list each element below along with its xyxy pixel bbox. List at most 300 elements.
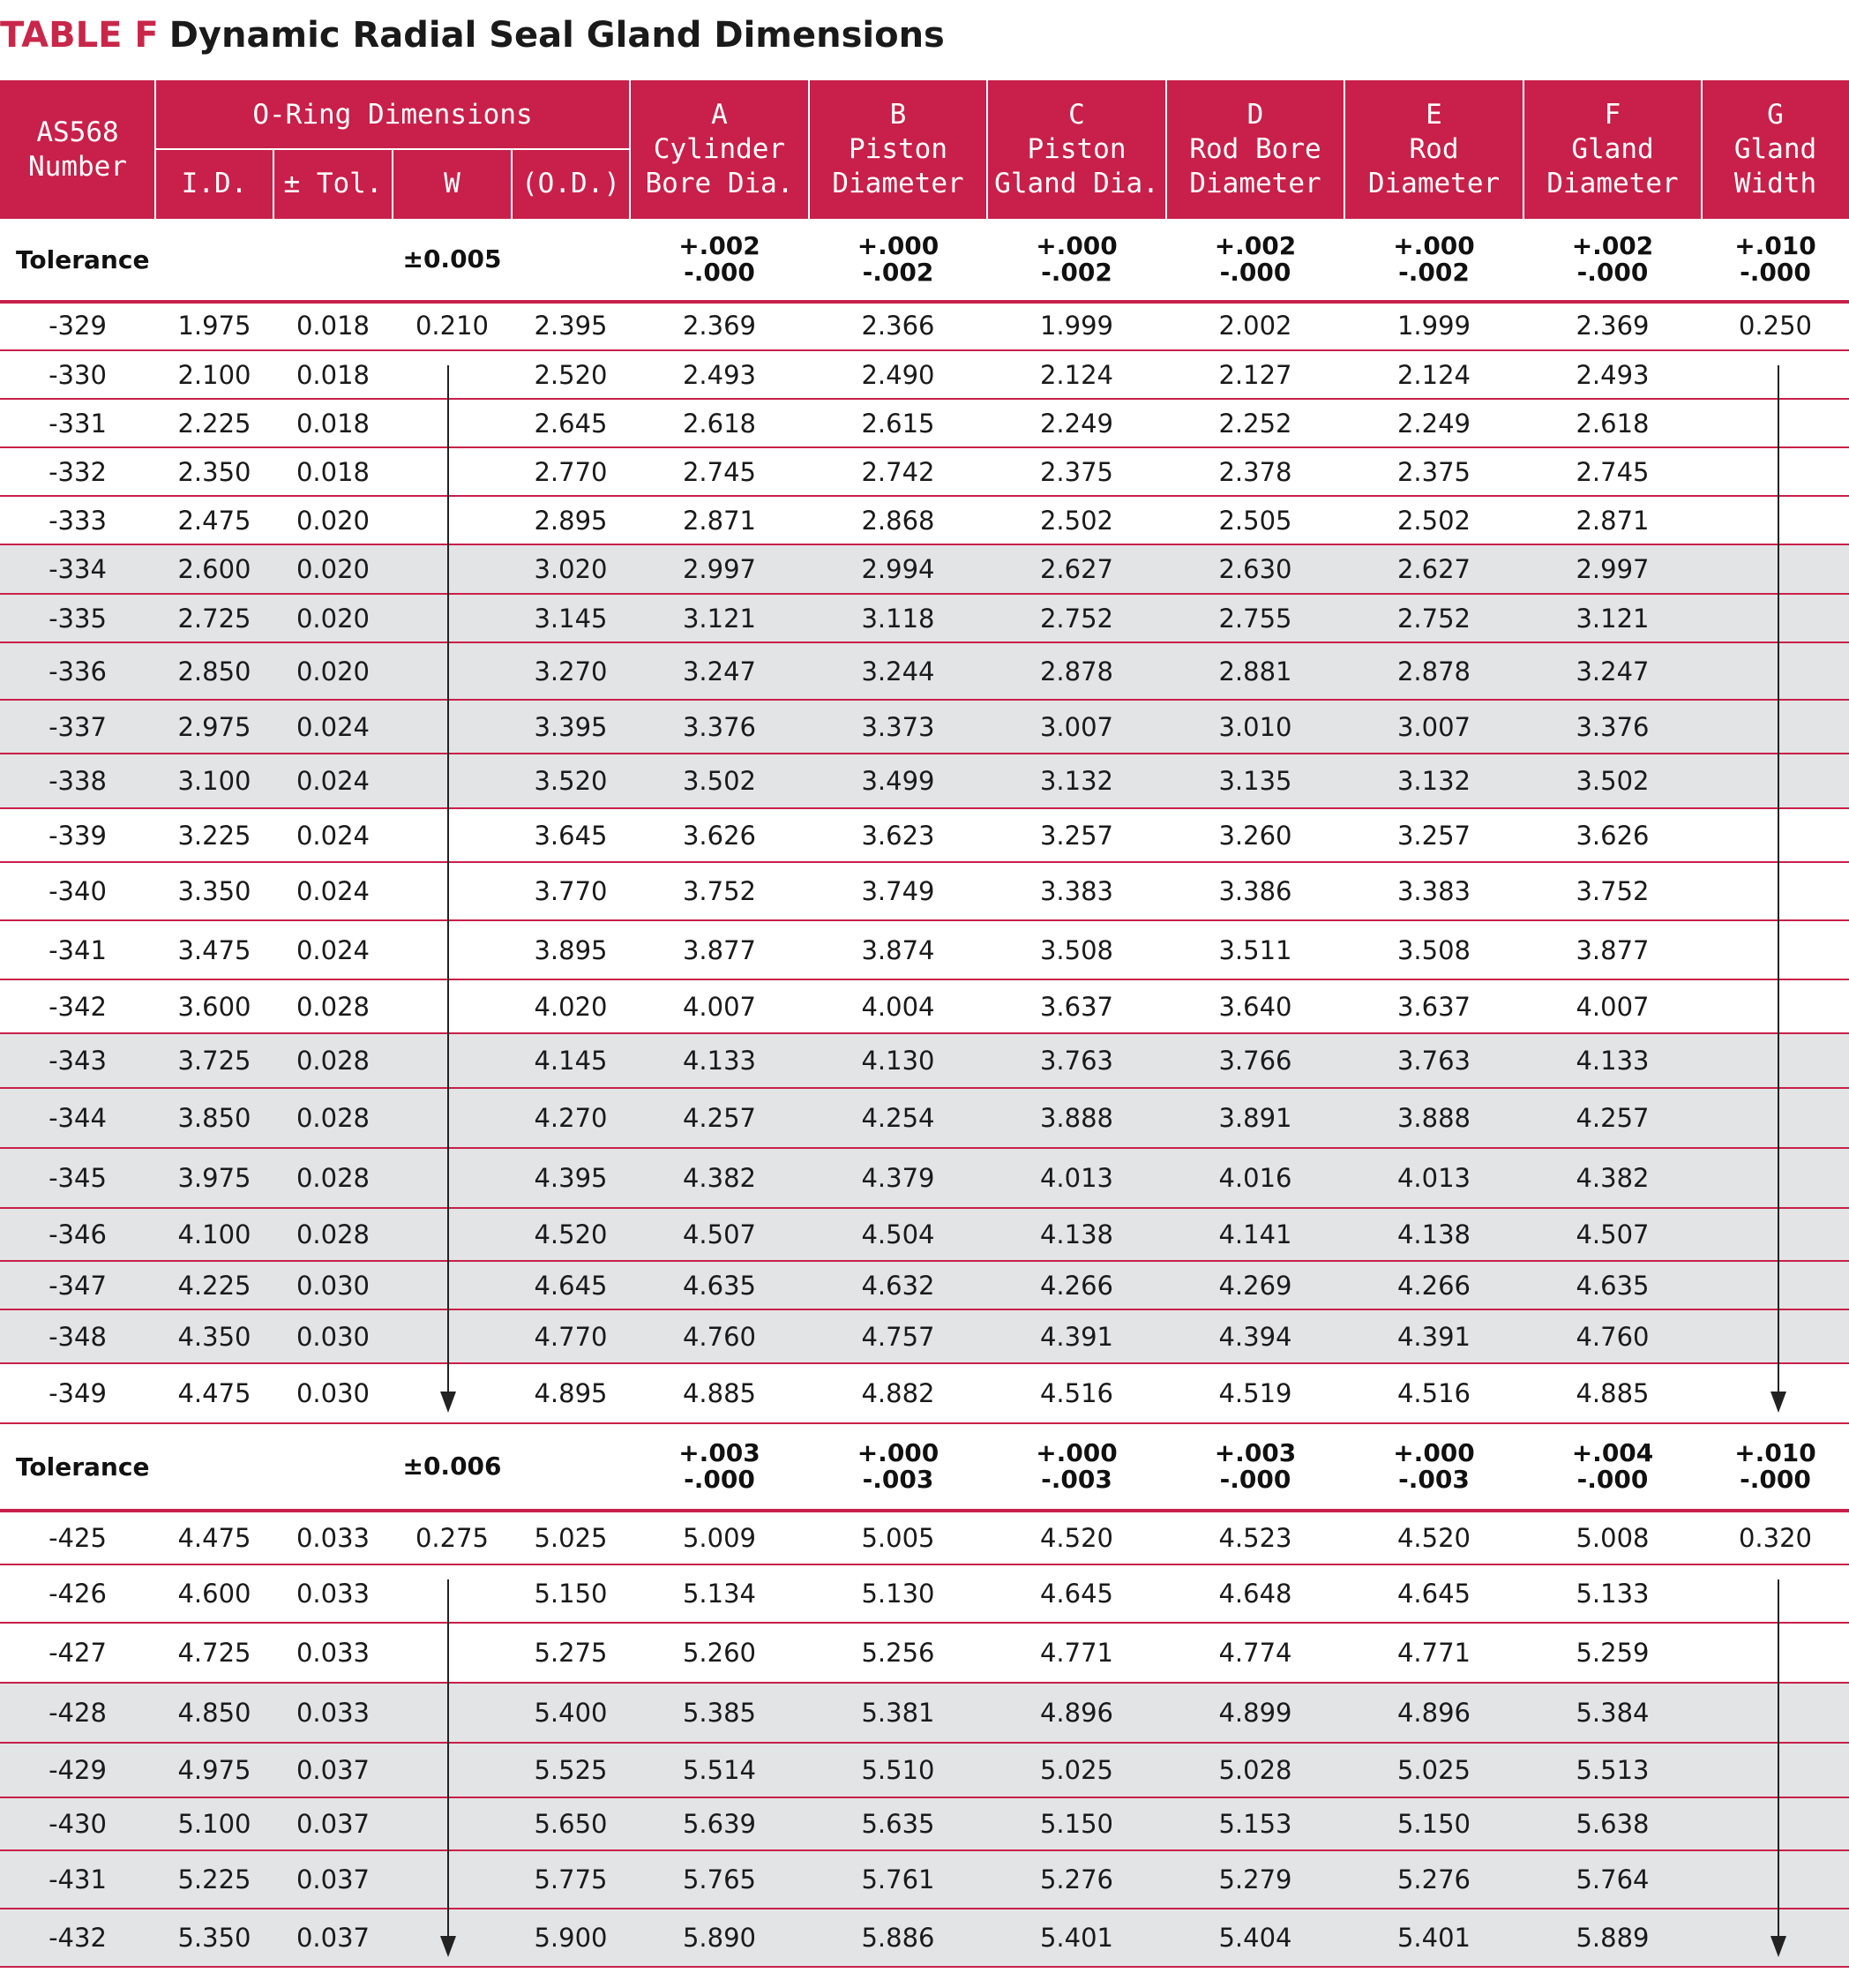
cell-id: 2.975 (177, 711, 251, 742)
header-d: D Rod Bore Diameter (1189, 99, 1321, 199)
cell-c: 4.516 (1039, 1378, 1114, 1408)
cell-num: -349 (49, 1378, 107, 1408)
header-od: (O.D.) (521, 168, 620, 199)
cell-num: -335 (49, 603, 107, 634)
cell-od: 2.895 (534, 505, 608, 536)
cell-b: 5.005 (861, 1523, 935, 1553)
cell-e: 3.132 (1396, 766, 1471, 796)
cell-c: 2.502 (1039, 505, 1114, 536)
cell-f: 4.507 (1576, 1219, 1650, 1249)
cell-c: 4.013 (1039, 1163, 1114, 1193)
cell-f: 3.502 (1576, 766, 1650, 796)
cell-tol: 0.020 (296, 554, 371, 584)
cell-w (393, 448, 512, 495)
cell-d: 3.511 (1218, 934, 1292, 965)
cell-a: 4.635 (682, 1270, 757, 1301)
cell-d: 2.252 (1218, 408, 1292, 439)
cell-e: 4.266 (1396, 1270, 1471, 1301)
cell-w (393, 1851, 512, 1908)
cell-id: 5.225 (177, 1864, 251, 1894)
cell-d: 5.279 (1218, 1864, 1292, 1894)
cell-g (1702, 1798, 1849, 1849)
cell-w (393, 1209, 512, 1260)
cell-e: 3.763 (1396, 1046, 1471, 1076)
cell-id: 3.350 (177, 876, 251, 906)
cell-tol: 0.028 (296, 1163, 371, 1193)
header-divider (154, 80, 156, 219)
cell-a: 2.871 (682, 505, 757, 536)
cell-e: 5.025 (1396, 1755, 1471, 1785)
cell-d: 3.766 (1218, 1046, 1292, 1076)
cell-d: 5.153 (1218, 1809, 1292, 1839)
cell-g (1702, 754, 1849, 807)
cell-e: 4.896 (1396, 1698, 1471, 1728)
tolerance-label: Tolerance (16, 244, 150, 274)
cell-od: 4.520 (534, 1219, 608, 1249)
header-as568: AS568 Number (28, 116, 127, 183)
cell-a: 4.133 (682, 1046, 757, 1076)
cell-e: 3.257 (1396, 820, 1471, 851)
table-row (0, 1310, 1849, 1364)
cell-f: 3.121 (1576, 603, 1650, 634)
continuation-arrow-w (447, 365, 449, 1397)
cell-e: 4.645 (1396, 1579, 1471, 1609)
cell-a: 5.639 (682, 1809, 757, 1839)
cell-c: 4.391 (1039, 1321, 1114, 1352)
cell-d: 2.505 (1218, 505, 1292, 536)
tolerance-w: ±0.006 (402, 1452, 502, 1481)
cell-f: 4.885 (1576, 1378, 1650, 1408)
cell-od: 2.645 (534, 408, 608, 439)
arrow-down-icon (1770, 1392, 1786, 1413)
cell-num: -332 (49, 456, 107, 487)
cell-f: 3.626 (1576, 820, 1650, 851)
cell-tol: 0.028 (296, 991, 371, 1022)
cell-a: 5.134 (682, 1579, 757, 1609)
cell-b: 2.868 (861, 505, 935, 536)
cell-id: 2.225 (177, 408, 251, 439)
cell-a: 3.502 (682, 766, 757, 796)
table-row (0, 980, 1849, 1034)
cell-d: 4.899 (1218, 1698, 1292, 1728)
tolerance-e: +.000 -.003 (1393, 1438, 1475, 1494)
cell-c: 2.878 (1039, 656, 1114, 686)
header-e: E Rod Diameter (1367, 99, 1501, 199)
cell-w (393, 497, 512, 544)
cell-d: 5.028 (1218, 1755, 1292, 1785)
cell-a: 2.745 (682, 456, 757, 487)
table-row (0, 754, 1849, 809)
cell-d: 2.755 (1218, 603, 1292, 634)
cell-a: 3.877 (682, 934, 757, 965)
cell-num: -345 (49, 1163, 107, 1193)
tolerance-b: +.000 -.002 (857, 231, 939, 287)
tolerance-d: +.003 -.000 (1214, 1438, 1297, 1494)
table-row (0, 809, 1849, 863)
cell-w (393, 1744, 512, 1797)
cell-w (393, 643, 512, 699)
cell-c: 1.999 (1039, 311, 1114, 341)
cell-f: 3.877 (1576, 934, 1650, 965)
cell-od: 3.645 (534, 820, 608, 851)
cell-a: 2.997 (682, 554, 757, 584)
cell-b: 4.882 (861, 1378, 935, 1408)
cell-od: 2.520 (534, 359, 608, 390)
cell-d: 3.260 (1218, 820, 1292, 851)
cell-d: 4.269 (1218, 1270, 1292, 1301)
cell-id: 1.975 (177, 311, 251, 341)
cell-id: 3.975 (177, 1163, 251, 1193)
cell-d: 4.523 (1218, 1523, 1292, 1553)
cell-od: 4.645 (534, 1270, 608, 1301)
cell-num: -425 (49, 1523, 107, 1553)
header-divider (629, 80, 631, 219)
cell-c: 5.401 (1039, 1923, 1114, 1953)
cell-id: 2.475 (177, 505, 251, 536)
cell-g: 0.320 (1738, 1523, 1813, 1553)
table-row (0, 701, 1849, 754)
cell-num: -337 (49, 711, 107, 742)
cell-g (1702, 1149, 1849, 1207)
cell-g (1702, 1851, 1849, 1908)
cell-a: 2.618 (682, 408, 757, 439)
cell-id: 3.100 (177, 766, 251, 796)
cell-tol: 0.030 (296, 1378, 371, 1408)
cell-tol: 0.020 (296, 505, 371, 536)
arrow-down-icon (1770, 1936, 1786, 1957)
table-row (0, 1684, 1849, 1744)
cell-d: 2.378 (1218, 456, 1292, 487)
cell-od: 5.025 (534, 1523, 608, 1553)
cell-tol: 0.018 (296, 311, 371, 341)
tolerance-e: +.000 -.002 (1393, 231, 1475, 287)
cell-c: 2.375 (1039, 456, 1114, 487)
table-title (0, 11, 945, 60)
cell-b: 2.366 (861, 311, 935, 341)
cell-e: 3.888 (1396, 1103, 1471, 1133)
cell-num: -334 (49, 554, 107, 584)
cell-c: 3.637 (1039, 991, 1114, 1022)
cell-od: 2.770 (534, 456, 608, 487)
cell-w (393, 351, 512, 398)
cell-w (393, 1262, 512, 1309)
cell-tol: 0.037 (296, 1755, 371, 1785)
table-row (0, 595, 1849, 643)
cell-g (1702, 809, 1849, 861)
cell-c: 2.752 (1039, 603, 1114, 634)
cell-tol: 0.028 (296, 1103, 371, 1133)
cell-od: 5.900 (534, 1923, 608, 1953)
cell-f: 5.889 (1576, 1923, 1650, 1953)
cell-d: 3.135 (1218, 766, 1292, 796)
cell-tol: 0.020 (296, 656, 371, 686)
cell-f: 5.384 (1576, 1698, 1650, 1728)
cell-od: 4.020 (534, 991, 608, 1022)
cell-b: 4.004 (861, 991, 935, 1022)
cell-id: 2.600 (177, 554, 251, 584)
cell-c: 4.520 (1039, 1523, 1114, 1553)
cell-num: -430 (49, 1809, 107, 1839)
cell-e: 2.627 (1396, 554, 1471, 584)
tolerance-c: +.000 -.002 (1036, 231, 1118, 287)
cell-b: 3.118 (861, 603, 935, 634)
cell-num: -331 (49, 408, 107, 439)
cell-f: 3.247 (1576, 656, 1650, 686)
cell-id: 3.725 (177, 1046, 251, 1076)
cell-a: 5.765 (682, 1864, 757, 1894)
cell-a: 5.890 (682, 1923, 757, 1953)
cell-tol: 0.024 (296, 876, 371, 906)
cell-a: 4.382 (682, 1163, 757, 1193)
cell-w (393, 1684, 512, 1742)
cell-tol: 0.030 (296, 1270, 371, 1301)
cell-a: 4.007 (682, 991, 757, 1022)
cell-od: 4.770 (534, 1321, 608, 1352)
cell-e: 4.771 (1396, 1638, 1471, 1668)
cell-num: -429 (49, 1755, 107, 1785)
cell-c: 5.276 (1039, 1864, 1114, 1894)
cell-id: 4.350 (177, 1321, 251, 1352)
cell-f: 4.760 (1576, 1321, 1650, 1352)
cell-g (1702, 1209, 1849, 1260)
cell-g (1702, 545, 1849, 593)
cell-od: 4.270 (534, 1103, 608, 1133)
cell-f: 4.133 (1576, 1046, 1650, 1076)
table-row (0, 921, 1849, 980)
cell-a: 4.257 (682, 1103, 757, 1133)
cell-od: 5.275 (534, 1638, 608, 1668)
table-row (0, 1744, 1849, 1798)
cell-id: 2.100 (177, 359, 251, 390)
arrow-down-icon (440, 1392, 456, 1413)
cell-e: 3.637 (1396, 991, 1471, 1022)
cell-c: 3.888 (1039, 1103, 1114, 1133)
cell-num: -348 (49, 1321, 107, 1352)
tolerance-label: Tolerance (16, 1452, 150, 1482)
cell-g (1702, 921, 1849, 979)
table-row (0, 545, 1849, 595)
cell-w (393, 595, 512, 641)
cell-tol: 0.018 (296, 408, 371, 439)
cell-id: 3.600 (177, 991, 251, 1022)
cell-id: 2.725 (177, 603, 251, 634)
header-f: F Gland Diameter (1546, 99, 1679, 199)
cell-w (393, 545, 512, 593)
table-row (0, 448, 1849, 497)
cell-od: 4.395 (534, 1163, 608, 1193)
cell-od: 5.525 (534, 1755, 608, 1785)
cell-a: 2.493 (682, 359, 757, 390)
cell-g (1702, 1565, 1849, 1622)
table-row (0, 1512, 1849, 1565)
cell-tol: 0.033 (296, 1523, 371, 1553)
table-row (0, 302, 1849, 351)
cell-od: 5.150 (534, 1579, 608, 1609)
cell-e: 4.516 (1396, 1378, 1471, 1408)
cell-f: 5.259 (1576, 1638, 1650, 1668)
cell-d: 3.386 (1218, 876, 1292, 906)
cell-id: 4.225 (177, 1270, 251, 1301)
table-row (0, 1851, 1849, 1909)
cell-w (393, 980, 512, 1032)
cell-a: 2.369 (682, 311, 757, 341)
cell-tol: 0.018 (296, 456, 371, 487)
cell-num: -344 (49, 1103, 107, 1133)
cell-num: -347 (49, 1270, 107, 1301)
cell-e: 2.502 (1396, 505, 1471, 536)
table-row (0, 1089, 1849, 1149)
cell-d: 4.141 (1218, 1219, 1292, 1249)
header-divider (392, 149, 393, 219)
cell-b: 4.254 (861, 1103, 935, 1133)
cell-tol: 0.024 (296, 934, 371, 965)
cell-e: 5.401 (1396, 1923, 1471, 1953)
cell-g (1702, 1089, 1849, 1147)
cell-c: 3.132 (1039, 766, 1114, 796)
cell-num: -432 (49, 1923, 107, 1953)
cell-a: 5.260 (682, 1638, 757, 1668)
cell-id: 3.475 (177, 934, 251, 965)
cell-od: 4.145 (534, 1046, 608, 1076)
cell-e: 3.383 (1396, 876, 1471, 906)
cell-num: -426 (49, 1579, 107, 1609)
tolerance-f: +.004 -.000 (1571, 1438, 1654, 1494)
continuation-arrow-g (1778, 365, 1779, 1397)
cell-e: 2.375 (1396, 456, 1471, 487)
cell-d: 2.881 (1218, 656, 1292, 686)
header-divider (808, 80, 810, 219)
cell-g (1702, 863, 1849, 919)
cell-num: -431 (49, 1864, 107, 1894)
cell-w (393, 400, 512, 446)
continuation-arrow-w (447, 1579, 449, 1941)
header-divider (1523, 80, 1524, 219)
header-divider (1344, 80, 1345, 219)
cell-a: 3.626 (682, 820, 757, 851)
cell-od: 3.145 (534, 603, 608, 634)
cell-od: 3.770 (534, 876, 608, 906)
cell-id: 4.475 (177, 1523, 251, 1553)
cell-tol: 0.033 (296, 1698, 371, 1728)
header-divider (273, 149, 274, 219)
cell-f: 5.133 (1576, 1579, 1650, 1609)
cell-num: -341 (49, 934, 107, 965)
cell-d: 4.016 (1218, 1163, 1292, 1193)
cell-f: 5.638 (1576, 1809, 1650, 1839)
cell-a: 3.121 (682, 603, 757, 634)
tolerance-a: +.002 -.000 (678, 231, 760, 287)
cell-e: 3.508 (1396, 934, 1471, 965)
cell-b: 2.742 (861, 456, 935, 487)
cell-tol: 0.037 (296, 1809, 371, 1839)
cell-num: -340 (49, 876, 107, 906)
cell-id: 5.100 (177, 1809, 251, 1839)
cell-a: 3.752 (682, 876, 757, 906)
cell-w (393, 1565, 512, 1622)
cell-g (1702, 643, 1849, 699)
cell-e: 2.878 (1396, 656, 1471, 686)
cell-g (1702, 1684, 1849, 1742)
cell-tol: 0.037 (296, 1923, 371, 1953)
header-divider (986, 80, 988, 219)
cell-f: 5.764 (1576, 1864, 1650, 1894)
cell-tol: 0.024 (296, 711, 371, 742)
cell-f: 4.257 (1576, 1103, 1650, 1133)
table-row (0, 1149, 1849, 1209)
cell-g (1702, 595, 1849, 641)
cell-c: 3.257 (1039, 820, 1114, 851)
cell-id: 2.850 (177, 656, 251, 686)
cell-b: 4.504 (861, 1219, 935, 1249)
cell-id: 4.725 (177, 1638, 251, 1668)
tolerance-b: +.000 -.003 (857, 1438, 939, 1494)
cell-id: 4.475 (177, 1378, 251, 1408)
cell-f: 2.369 (1576, 311, 1650, 341)
table-row (0, 643, 1849, 701)
cell-num: -428 (49, 1698, 107, 1728)
tolerance-g: +.010 -.000 (1734, 231, 1816, 287)
cell-f: 5.008 (1576, 1523, 1650, 1553)
header-divider (1165, 80, 1167, 219)
cell-b: 2.994 (861, 554, 935, 584)
cell-e: 2.249 (1396, 408, 1471, 439)
cell-b: 5.761 (861, 1864, 935, 1894)
cell-tol: 0.033 (296, 1638, 371, 1668)
header-tol: ± Tol. (283, 168, 383, 199)
cell-c: 3.383 (1039, 876, 1114, 906)
cell-b: 3.499 (861, 766, 935, 796)
header-c: C Piston Gland Dia. (994, 99, 1159, 199)
cell-d: 2.127 (1218, 359, 1292, 390)
cell-w (393, 1310, 512, 1362)
cell-c: 3.763 (1039, 1046, 1114, 1076)
cell-num: -336 (49, 656, 107, 686)
cell-w (393, 809, 512, 861)
cell-od: 5.775 (534, 1864, 608, 1894)
cell-id: 3.225 (177, 820, 251, 851)
cell-id: 3.850 (177, 1103, 251, 1133)
cell-od: 3.520 (534, 766, 608, 796)
header-divider (511, 149, 513, 219)
cell-a: 4.507 (682, 1219, 757, 1249)
cell-d: 4.519 (1218, 1378, 1292, 1408)
cell-id: 5.350 (177, 1923, 251, 1953)
cell-num: -342 (49, 991, 107, 1022)
cell-c: 5.150 (1039, 1809, 1114, 1839)
cell-g (1702, 701, 1849, 753)
cell-g (1702, 1624, 1849, 1682)
cell-c: 4.645 (1039, 1579, 1114, 1609)
cell-g (1702, 448, 1849, 495)
cell-f: 2.745 (1576, 456, 1650, 487)
cell-d: 2.002 (1218, 311, 1292, 341)
cell-c: 3.508 (1039, 934, 1114, 965)
header-w: W (444, 168, 460, 199)
cell-g (1702, 400, 1849, 446)
cell-b: 5.130 (861, 1579, 935, 1609)
cell-g (1702, 1034, 1849, 1087)
cell-e: 2.124 (1396, 359, 1471, 390)
cell-num: -339 (49, 820, 107, 851)
cell-num: -338 (49, 766, 107, 796)
cell-f: 2.997 (1576, 554, 1650, 584)
table-row (0, 1262, 1849, 1310)
cell-d: 4.394 (1218, 1321, 1292, 1352)
cell-id: 2.350 (177, 456, 251, 487)
cell-w (393, 1034, 512, 1087)
cell-c: 2.124 (1039, 359, 1114, 390)
table-row (0, 1034, 1849, 1089)
